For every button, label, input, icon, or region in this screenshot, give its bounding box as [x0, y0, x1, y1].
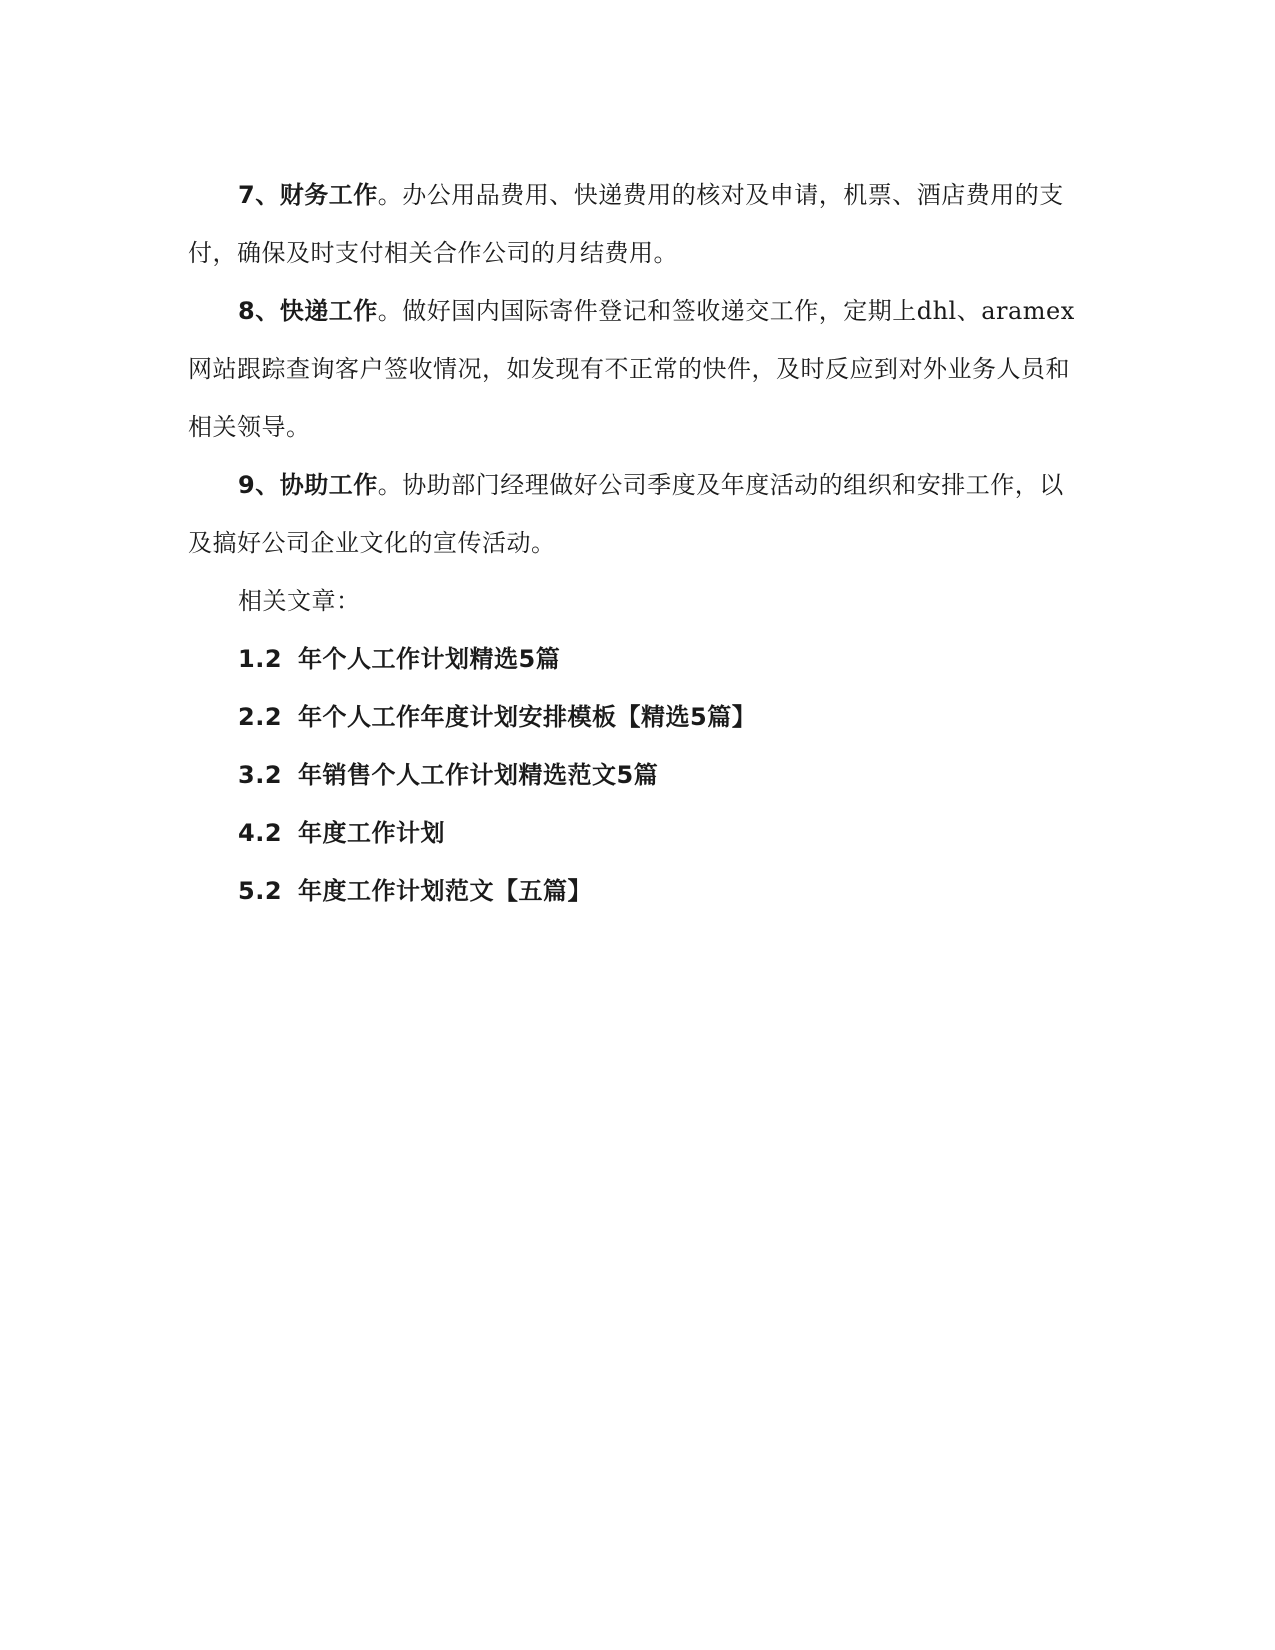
related-article-link[interactable] [238, 746, 1088, 804]
paragraph-text: 。办公用品费用、快递费用的核对及申请，机票、酒店费用的支付，确保及时支付相关合作公司的月结费用。 [188, 181, 1064, 267]
related-article-number: 3.2 [238, 761, 283, 789]
related-article-link[interactable] [238, 688, 1088, 746]
paragraph-heading: 8、快递工作 [238, 297, 378, 325]
related-article-number: 2.2 [238, 703, 283, 731]
related-article-number: 1.2 [238, 645, 283, 673]
related-articles-label: 相关文章： [238, 587, 361, 615]
paragraph-finance [188, 166, 1088, 282]
related-article-title: 年个人工作年度计划安排模板【精选5篇】 [298, 703, 757, 731]
related-articles-list [188, 630, 1088, 920]
related-article-link[interactable] [238, 630, 1088, 688]
related-article-title: 年度工作计划 [298, 819, 445, 847]
related-article-title: 年销售个人工作计划精选范文5篇 [298, 761, 659, 789]
related-article-number: 5.2 [238, 877, 283, 905]
paragraph-text: 。做好国内国际寄件登记和签收递交工作，定期上dhl、aramex网站跟踪查询客户签收情况，如发现有不正常的快件，及时反应到对外业务人员和相关领导。 [188, 297, 1075, 441]
paragraph-heading: 7、财务工作 [238, 181, 378, 209]
related-article-link[interactable] [238, 862, 1088, 920]
related-article-title: 年度工作计划范文【五篇】 [298, 877, 592, 905]
related-article-link[interactable] [238, 804, 1088, 862]
related-article-number: 4.2 [238, 819, 283, 847]
paragraph-express [188, 282, 1088, 456]
paragraph-heading: 9、协助工作 [238, 471, 378, 499]
paragraph-text: 。协助部门经理做好公司季度及年度活动的组织和安排工作，以及搞好公司企业文化的宣传活动。 [188, 471, 1064, 557]
document-body [188, 166, 1088, 920]
paragraph-assist [188, 456, 1088, 572]
related-article-title: 年个人工作计划精选5篇 [298, 645, 561, 673]
